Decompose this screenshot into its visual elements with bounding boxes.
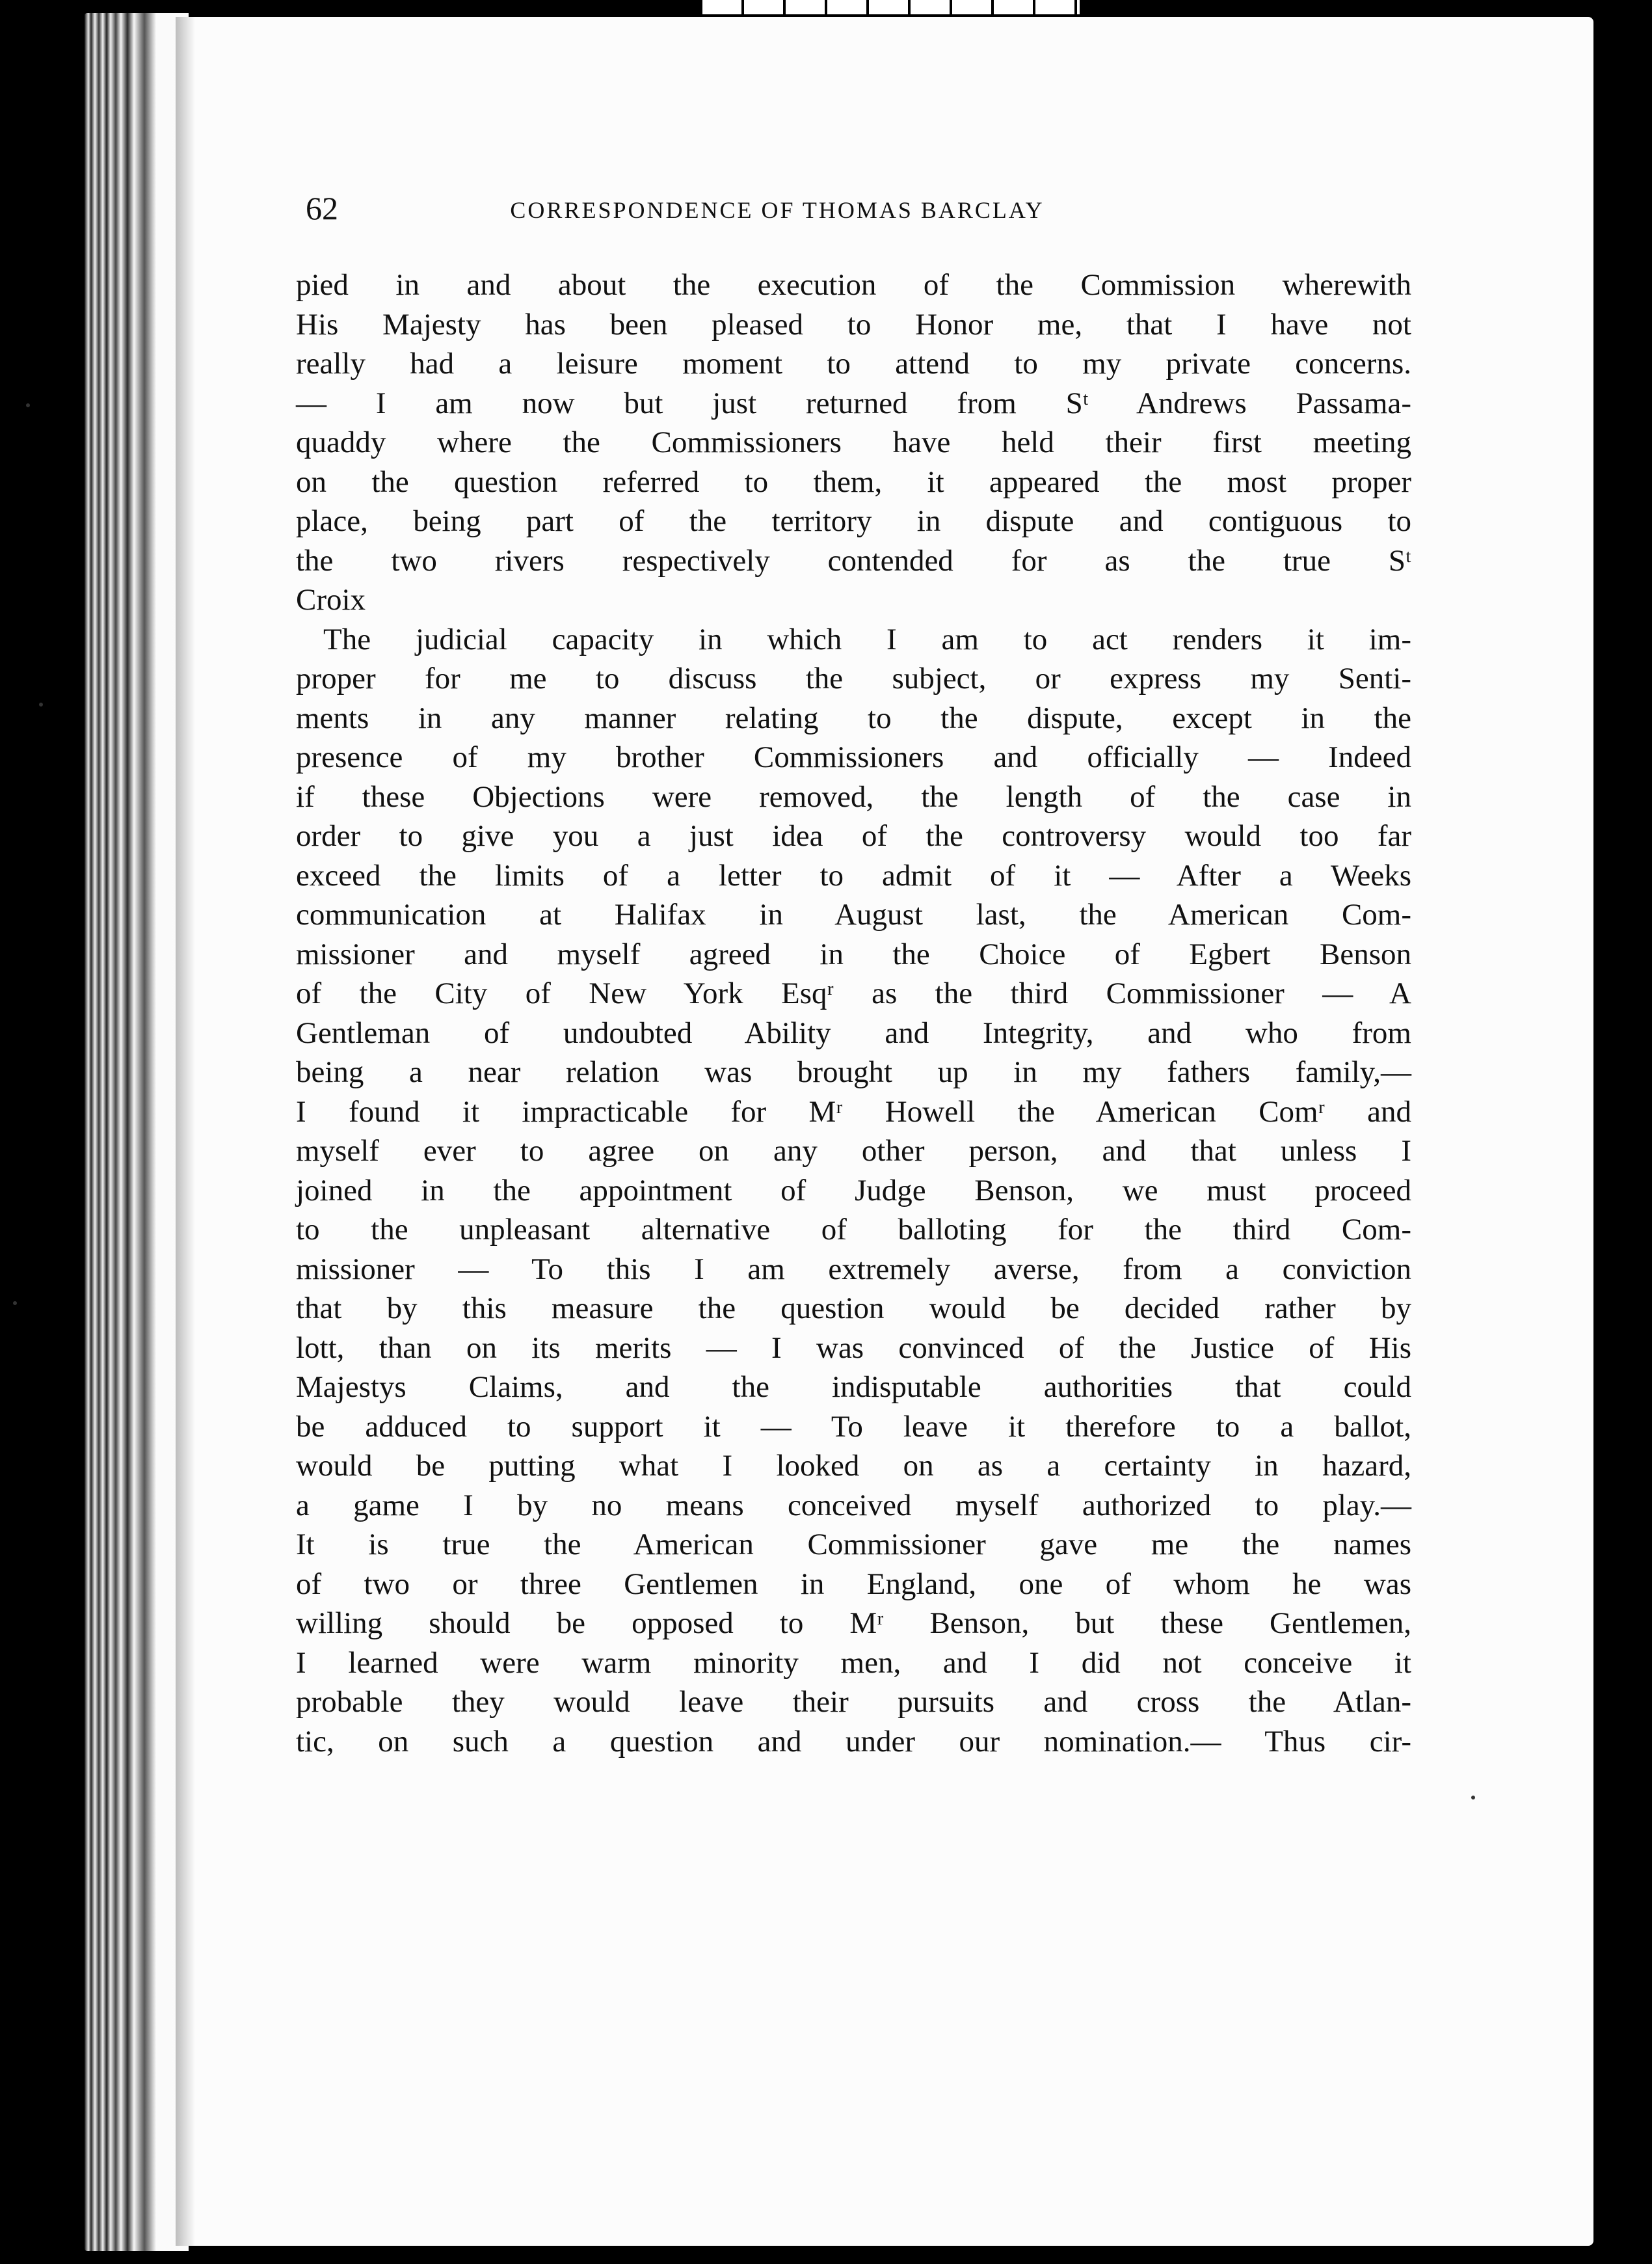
text-line: His Majesty has been pleased to Honor me, that I have not bbox=[296, 307, 1411, 342]
text-line: Croix bbox=[296, 583, 366, 617]
text-line: quaddy where the Commissioners have held their first meeting bbox=[296, 425, 1411, 459]
page-number: 62 bbox=[306, 190, 338, 226]
scan-speck bbox=[1471, 1796, 1475, 1799]
text-line: I learned were warm minority men, and I did not conceive it bbox=[296, 1645, 1411, 1680]
text-line: exceed the limits of a letter to admit of it — After a Weeks bbox=[296, 858, 1411, 893]
text-line: to the unpleasant alternative of balloting for the third Com- bbox=[296, 1213, 1411, 1247]
text-line: place, being part of the territory in dispute and contiguous to bbox=[296, 504, 1411, 538]
text-line: joined in the appointment of Judge Benson, we must proceed bbox=[296, 1173, 1411, 1207]
text-line: probable they would leave their pursuits and cross the Atlan- bbox=[296, 1685, 1411, 1719]
text-line: would be putting what I looked on as a certainty in hazard, bbox=[296, 1449, 1411, 1483]
text-line: willing should be opposed to Mʳ Benson, but these Gentlemen, bbox=[296, 1606, 1411, 1640]
text-line: being a near relation was brought up in my fathers family,— bbox=[296, 1055, 1411, 1089]
text-line: myself ever to agree on any other person, and that unless I bbox=[296, 1134, 1411, 1168]
text-line: really had a leisure moment to attend to my private concerns. bbox=[296, 347, 1411, 381]
text-line: It is true the American Commissioner gave me the names bbox=[296, 1528, 1411, 1561]
page-ruler-tab bbox=[702, 0, 1080, 16]
running-head bbox=[306, 189, 1249, 241]
body-text bbox=[296, 265, 1411, 1761]
scan-speck bbox=[13, 1301, 17, 1305]
text-line: I found it impracticable for Mʳ Howell the American Comʳ and bbox=[296, 1094, 1411, 1129]
text-line: presence of my brother Commissioners and officially — Indeed bbox=[296, 740, 1411, 774]
text-line: be adduced to support it — To leave it therefore to a ballot, bbox=[296, 1409, 1411, 1444]
text-line: missioner and myself agreed in the Choice of Egbert Benson bbox=[296, 937, 1411, 971]
text-line: communication at Halifax in August last, the American Com- bbox=[296, 898, 1411, 932]
text-line: Majestys Claims, and the indisputable authorities that could bbox=[296, 1370, 1411, 1404]
text-line: if these Objections were removed, the length of the case in bbox=[296, 779, 1411, 814]
text-line: of the City of New York Esqʳ as the third Commissioner — A bbox=[296, 977, 1411, 1010]
text-line: order to give you a just idea of the controversy would too far bbox=[296, 819, 1411, 853]
text-line: ments in any manner relating to the dispute, except in the bbox=[296, 701, 1411, 735]
text-line: that by this measure the question would be decided rather by bbox=[296, 1291, 1411, 1325]
text-line: — I am now but just returned from Sᵗ Andrews Passama- bbox=[296, 386, 1411, 420]
spine-shadow bbox=[176, 17, 195, 2246]
running-title: CORRESPONDENCE OF THOMAS BARCLAY bbox=[510, 197, 1045, 223]
text-line: pied in and about the execution of the Commission wherewith bbox=[296, 268, 1411, 302]
text-line: a game I by no means conceived myself authorized to play.— bbox=[296, 1488, 1411, 1522]
text-line: tic, on such a question and under our nomination.— Thus cir- bbox=[296, 1724, 1411, 1759]
text-line: missioner — To this I am extremely averse, from a conviction bbox=[296, 1252, 1411, 1286]
page-edges bbox=[85, 13, 189, 2251]
paragraph-start-line: The judicial capacity in which I am to act renders it im- bbox=[323, 622, 1411, 656]
text-line: the two rivers respectively contended for as the true Sᵗ bbox=[296, 543, 1411, 578]
scan-speck bbox=[26, 403, 30, 407]
text-line: on the question referred to them, it appeared the most proper bbox=[296, 465, 1411, 499]
text-line: of two or three Gentlemen in England, one of whom he was bbox=[296, 1567, 1411, 1601]
scan-speck bbox=[39, 703, 43, 707]
text-line: Gentleman of undoubted Ability and Integrity, and who from bbox=[296, 1016, 1411, 1050]
text-line: proper for me to discuss the subject, or express my Senti- bbox=[296, 662, 1411, 695]
text-line: lott, than on its merits — I was convinced of the Justice of His bbox=[296, 1330, 1411, 1365]
